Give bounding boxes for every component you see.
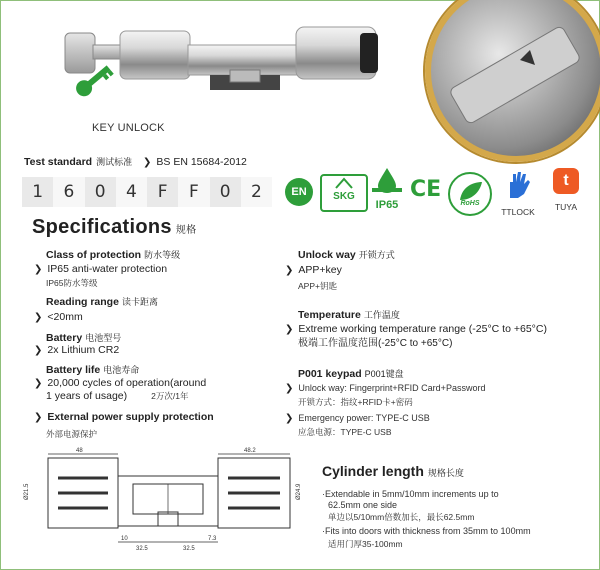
code-digit: 6 [53,177,84,207]
dim-7-3: 7.3 [208,536,217,542]
battery-value [34,344,119,357]
tuya-icon: t [553,168,579,194]
specifications-title-text: Specifications [32,216,172,238]
skg-badge-text: SKG [333,191,355,202]
battery-life-heading [46,363,139,376]
test-standard-value: BS EN 15684-2012 [156,156,247,168]
hand-icon [504,168,532,202]
power-supply-heading [34,411,214,423]
chevron-right-icon: ❯ [285,324,294,335]
keypad-heading [298,367,404,380]
tuya-badge [548,168,584,218]
keypad-power [285,413,430,424]
code-digit: 0 [85,177,116,207]
heading-text: Temperature [298,309,361,321]
chevron-right-icon: ❯ [285,265,294,276]
cylinder-line-5: 适用门厚35-100mm [328,539,403,549]
value-text: Unlock way: Fingerprint+RFID Card+Password [298,383,486,393]
temperature-heading [298,308,400,321]
code-digit: 0 [210,177,241,207]
heading-cn: 电池寿命 [103,365,140,375]
ttlock-label: TTLOCK [501,207,535,217]
class-protection-cn: IP65防水等级 [46,278,98,288]
dim-48: 48 [76,448,83,454]
code-digit: 1 [22,177,53,207]
value-text: <20mm [47,311,83,323]
chevron-right-icon: ❯ [34,378,43,389]
value-text: IP65 anti-water protection [47,263,168,275]
code-digit: 2 [241,177,272,207]
cylinder-technical-drawing [18,446,310,558]
dim-32-5-left: 32.5 [136,546,148,552]
chevron-right-icon: ❯ [285,383,294,394]
cylinder-line-4: ·Fits into doors with thickness from 35mm to 100mm [322,526,531,536]
cylinder-line-2: 62.5mm one side [328,500,398,510]
en-badge: EN [285,178,313,206]
heading-text: Battery life [46,364,101,376]
ip65-badge [368,166,406,216]
dim-32-5-right: 32.5 [183,546,195,552]
unlock-way-cn: APP+钥匙 [298,281,337,291]
skg-shield-icon [322,176,366,192]
test-standard-label-cn: 测试标准 [96,157,133,167]
chevron-right-icon: ❯ [34,412,43,423]
standard-code-strip [22,177,272,207]
dim-24-9: Ø24.9 [296,483,302,500]
temperature-value [285,323,547,336]
heading-text: Battery [46,332,83,344]
code-digit: F [147,177,178,207]
class-protection-value [34,263,167,276]
title-text: Cylinder length [322,463,424,479]
rohs-label: RoHS [460,200,480,207]
ce-badge: CE [410,177,442,202]
unlock-way-value [285,264,342,277]
code-digit: F [178,177,209,207]
keypad-unlock-cn: 开锁方式：指纹+RFID卡+密码 [298,397,413,407]
value-text: 1 years of usage) [46,390,128,402]
temperature-cn: 极端工作温度范围(-25°C to +65°C) [298,338,453,349]
skg-badge [320,174,368,212]
reading-range-heading [46,295,158,308]
heading-cn: P001键盘 [364,369,404,379]
ttlock-badge [498,168,538,218]
class-protection-heading [46,248,180,261]
heading-cn: 开锁方式 [358,250,395,260]
specifications-title [32,216,196,239]
cylinder-line-1: ·Extendable in 5mm/10mm increments up to [322,489,499,499]
keypad-unlock [285,383,485,394]
heading-cn: 工作温度 [363,310,400,320]
value-text: Emergency power: TYPE-C USB [298,413,430,423]
cylinder-length-title [322,463,464,479]
specifications-title-cn: 规格 [175,225,197,236]
heading-cn: 电池型号 [85,333,122,343]
cylinder-line-3: 单边以5/10mm倍数加长，最长62.5mm [328,512,475,522]
battery-life-value [34,377,206,390]
value-text: 20,000 cycles of operation(around [47,377,207,389]
chevron-right-icon: ❯ [34,264,43,275]
dim-48-2: 48.2 [244,448,256,454]
rohs-badge [448,172,492,216]
unlock-way-heading [298,248,395,261]
heading-text: External power supply protection [47,411,214,423]
test-standard-label: Test standard [24,156,93,168]
value-cn: 2万次/1年 [151,391,189,401]
chevron-right-icon: ❯ [34,345,43,356]
battery-life-value-2 [46,390,188,403]
code-digit: 4 [116,177,147,207]
dim-10: 10 [121,536,128,542]
ip65-label: IP65 [375,199,399,211]
value-text: APP+key [298,264,342,276]
heading-text: P001 keypad [298,368,362,380]
heading-text: Class of protection [46,249,142,261]
cylinder-lock-image [55,25,415,135]
chevron-right-icon: ❯ [285,413,294,424]
heading-text: Reading range [46,296,119,308]
detail-zoom-image [440,15,590,135]
test-standard-row [24,155,247,168]
keypad-power-cn: 应急电源：TYPE-C USB [298,427,392,437]
tuya-label: TUYA [554,202,578,212]
value-text: 2x Lithium CR2 [47,344,120,356]
chevron-right-icon: ❯ [143,157,152,168]
value-text: Extreme working temperature range (-25°C to +65°C) [298,323,547,335]
heading-cn: 读卡距离 [121,297,158,307]
heading-cn: 防水等级 [144,250,181,260]
heading-text: Unlock way [298,249,356,261]
power-supply-cn: 外部电源保护 [46,429,98,439]
chevron-right-icon: ❯ [34,312,43,323]
key-unlock-label: KEY UNLOCK [92,122,165,134]
reading-range-value [34,311,83,324]
title-cn: 规格长度 [427,468,464,478]
dim-21-5: Ø21.5 [24,483,30,500]
battery-heading [46,331,121,344]
water-drop-icon [368,166,406,194]
